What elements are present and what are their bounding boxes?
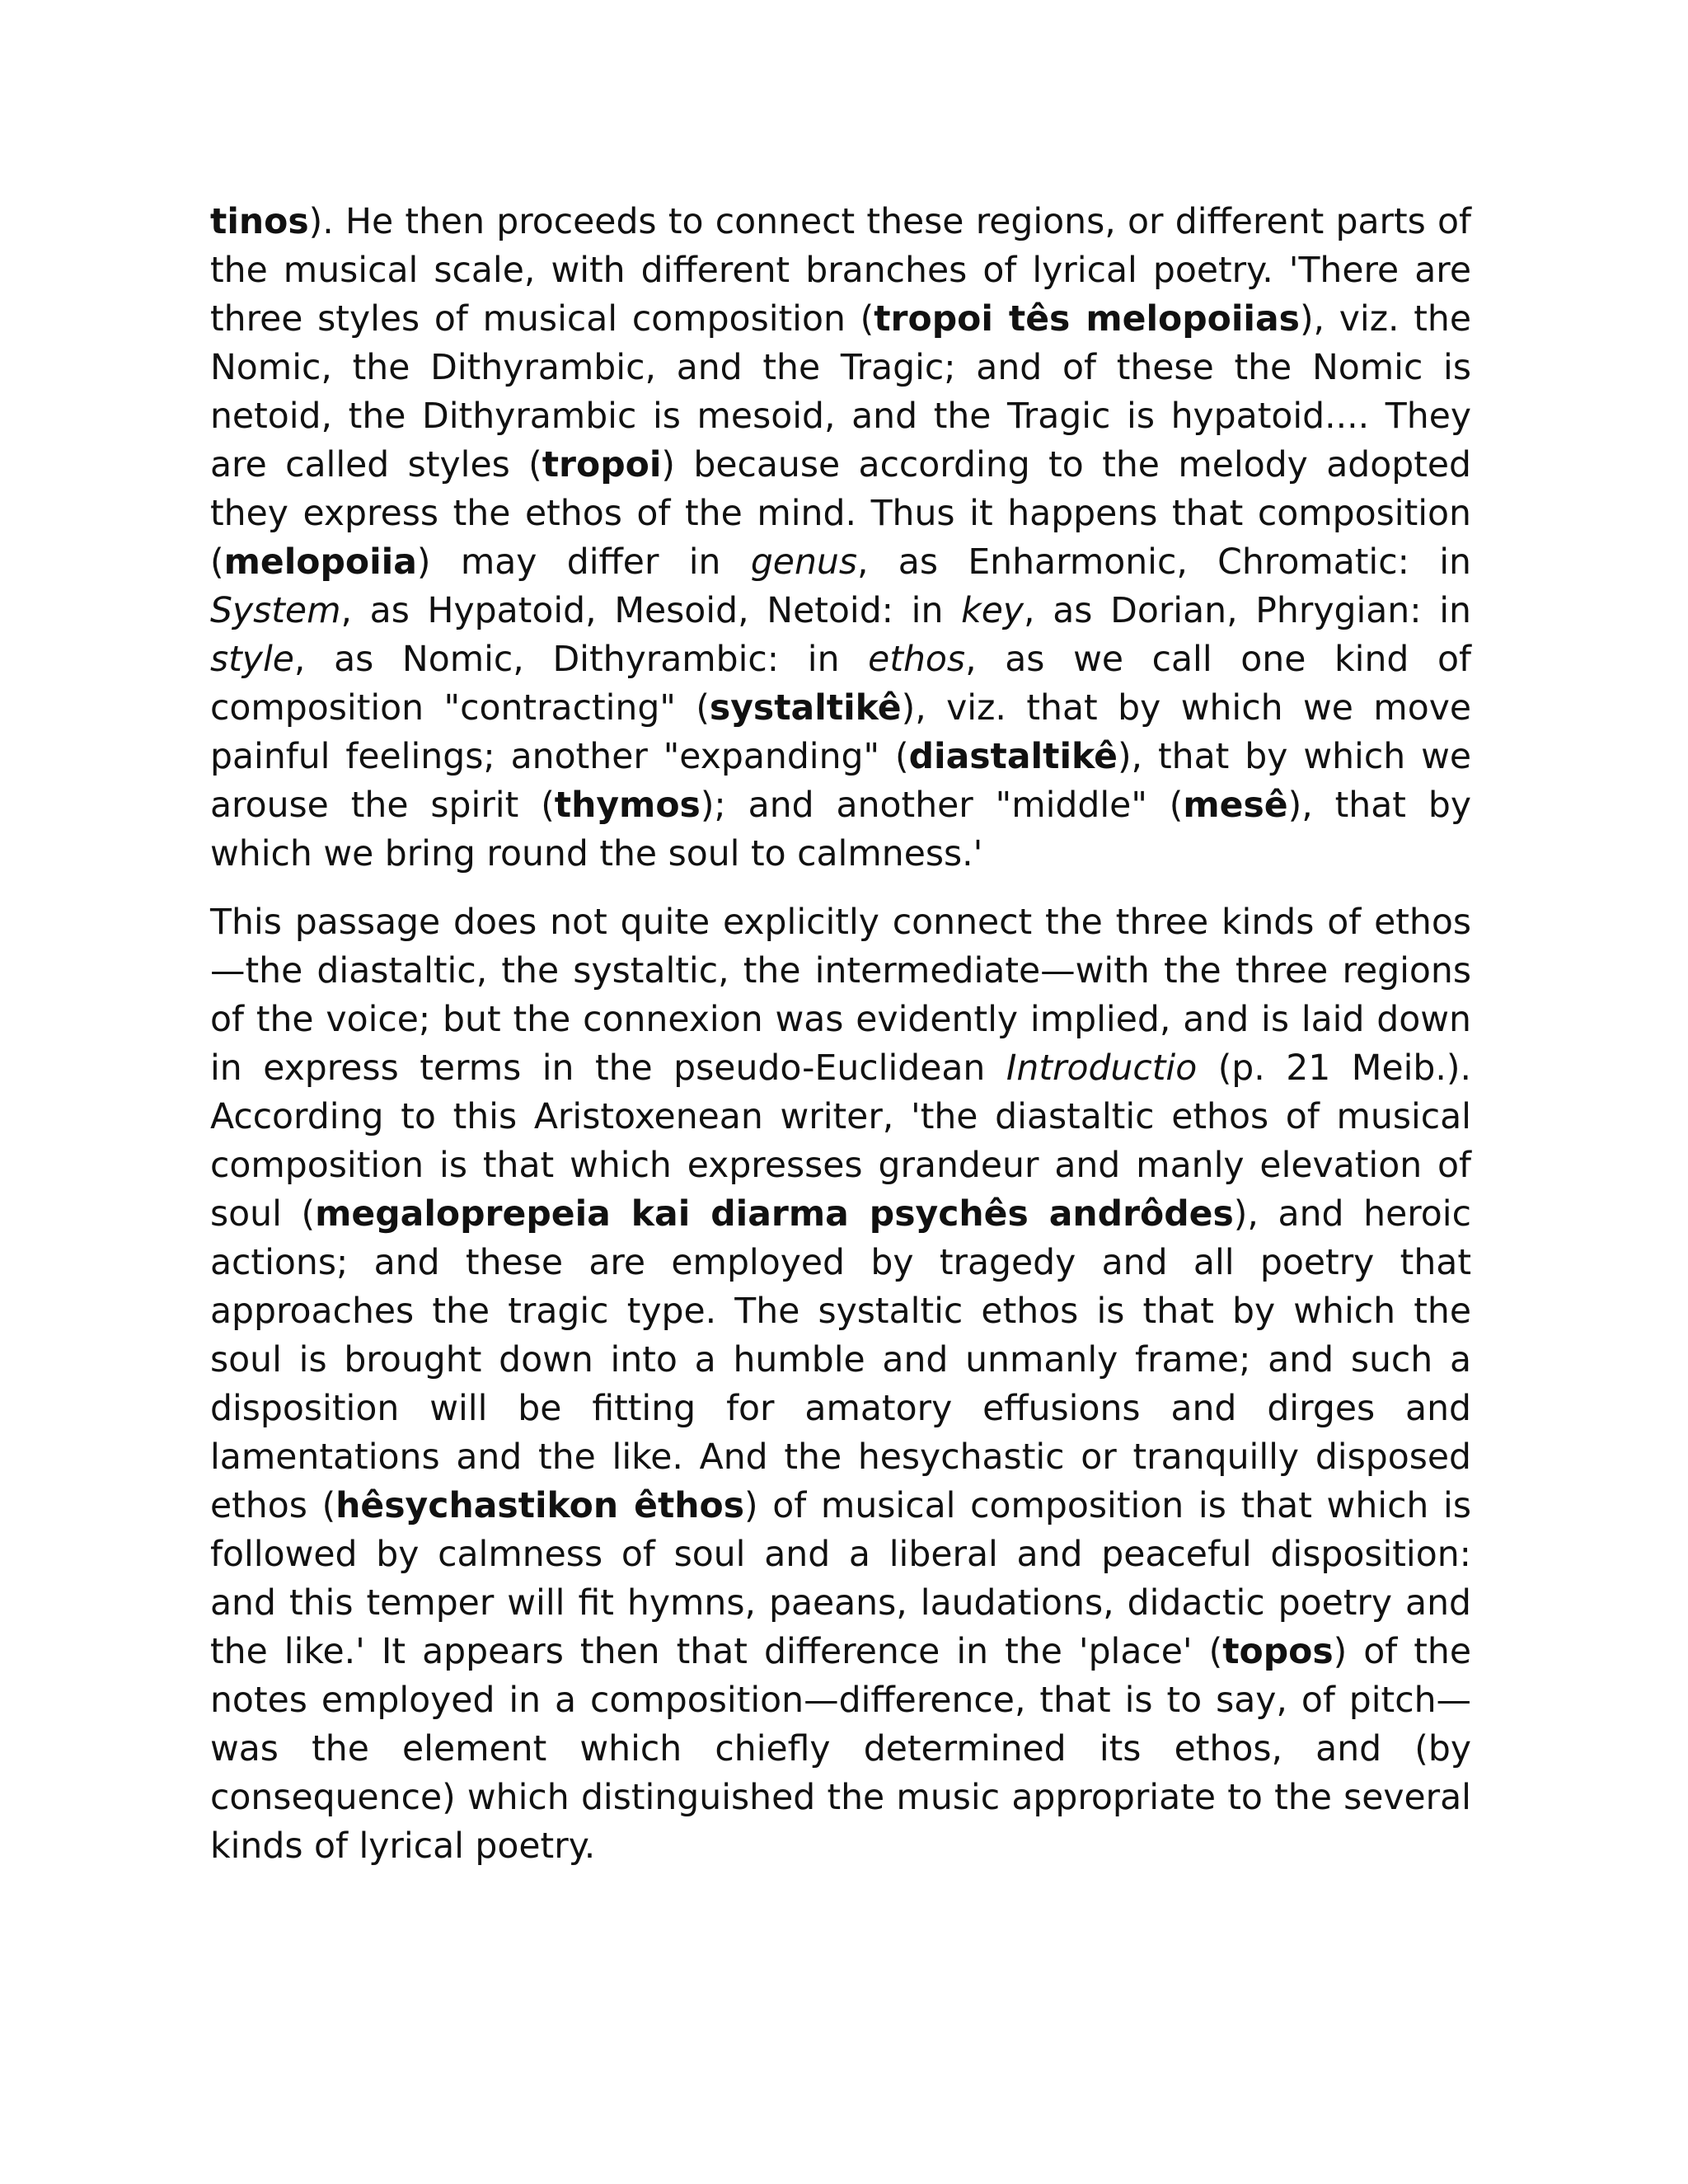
text-run: ), viz. the Nomic, the Dithyrambic, and the Tragic; and of these the Nomic is netoid, the Dithyrambic is mesoid, and the Tragic is hypatoid.... They are called styles (	[210, 299, 1471, 485]
text-run: ); and another "middle" (	[700, 785, 1184, 826]
text-run: , as Enharmonic, Chromatic: in	[856, 542, 1471, 583]
bold-term: systaltikê	[709, 688, 902, 729]
bold-term: tropoi	[542, 445, 662, 485]
italic-term: ethos	[868, 640, 966, 680]
bold-term: mesê	[1183, 785, 1288, 826]
text-run: ), viz. that by which we move painful feelings; another "expanding" (	[210, 688, 1472, 777]
bold-term: megaloprepeia kai diarma psychês andrôdes	[315, 1194, 1234, 1235]
bold-term: hêsychastikon êthos	[335, 1486, 745, 1526]
text-run: ) may differ in	[416, 542, 751, 583]
text-run: This passage does not quite explicitly connect the three kinds of ethos—the diastaltic, the systaltic, the intermediate—with the three regions of the voice; but the connexion was evidently implied, and is laid down in express terms in the pseudo-Euclidean	[210, 902, 1471, 1089]
bold-term: melopoiia	[223, 542, 417, 583]
text-run: ), that by which we arouse the spirit (	[210, 737, 1471, 826]
text-run: (p. 21 Meib.). According to this Aristoxenean writer, 'the diastaltic ethos of musical composition is that which expresses grandeur and manly elevation of soul (	[210, 1048, 1471, 1235]
text-run: , as Nomic, Dithyrambic: in	[293, 640, 869, 680]
text-run: ). He then proceeds to connect these regions, or different parts of the musical scale, with different branches of lyrical poetry. 'There are three styles of musical composition (	[210, 202, 1471, 340]
paragraph-2	[210, 898, 1471, 1871]
text-run: ) of the notes employed in a composition—difference, that is to say, of pitch—was the element which chiefly determined its ethos, and (by consequence) which distinguished the music appropriate to the several kinds of lyrical poetry.	[210, 1632, 1472, 1867]
text-run: ) because according to the melody adopted they express the ethos of the mind. Thus it happens that composition (	[210, 445, 1472, 583]
text-run: ) of musical composition is that which is followed by calmness of soul and a liberal and peaceful disposition: and this temper will fit hymns, paeans, laudations, didactic poetry and the like.' It appears then that difference in the 'place' (	[210, 1486, 1472, 1672]
italic-term: style	[210, 640, 294, 680]
italic-term: Introductio	[1006, 1048, 1198, 1089]
italic-term: System	[210, 591, 341, 631]
text-run: ), that by which we bring round the soul to calmness.'	[210, 785, 1471, 874]
text-run: ), and heroic actions; and these are employed by tragedy and all poetry that approaches the tragic type. The systaltic ethos is that by which the soul is brought down into a humble and unmanly frame; and such a disposition will be fitting for amatory effusions and dirges and lamentations and the like. And the hesychastic or tranquilly disposed ethos (	[210, 1194, 1471, 1526]
bold-term: topos	[1222, 1632, 1334, 1672]
paragraph-1	[210, 198, 1471, 879]
text-run: , as Hypatoid, Mesoid, Netoid: in	[340, 591, 962, 631]
bold-term: diastaltikê	[908, 737, 1118, 777]
italic-term: key	[961, 591, 1025, 631]
bold-term: tropoi tês melopoiias	[874, 299, 1300, 340]
bold-term: tinos	[210, 202, 309, 242]
text-run: , as we call one kind of composition "contracting" (	[210, 640, 1471, 729]
document-page	[210, 198, 1471, 1871]
text-run: , as Dorian, Phrygian: in	[1024, 591, 1471, 631]
bold-term: thymos	[554, 785, 701, 826]
italic-term: genus	[750, 542, 857, 583]
